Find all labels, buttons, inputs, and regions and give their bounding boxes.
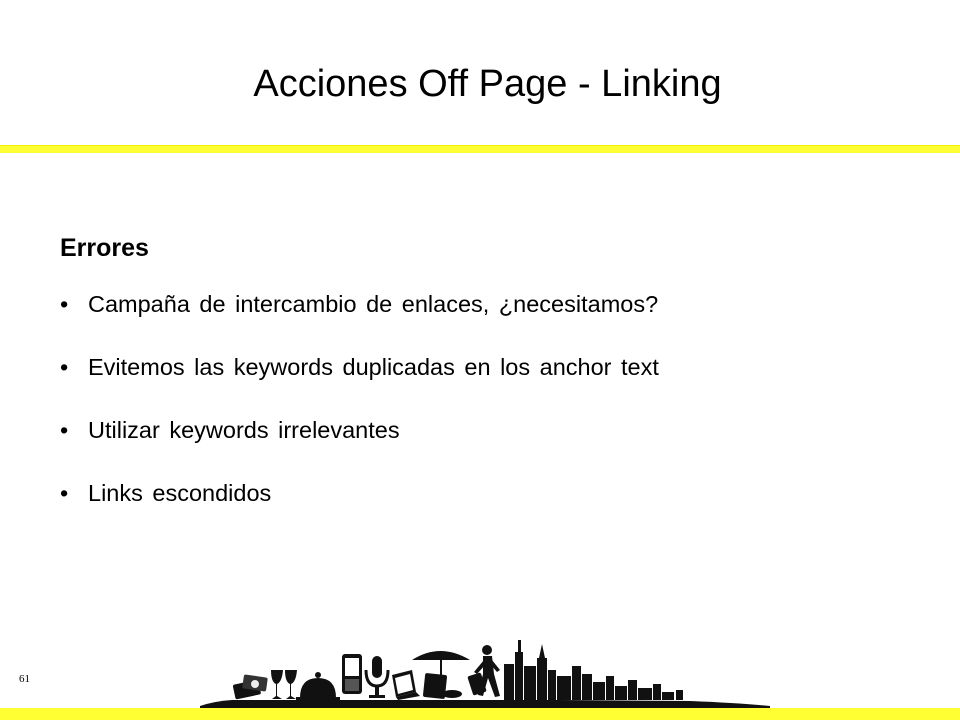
slide-title: Acciones Off Page - Linking (253, 63, 722, 105)
money-icon (233, 674, 268, 699)
food-cloche-icon (296, 672, 340, 700)
bullet-dot: • (60, 417, 69, 443)
bullet-dot: • (60, 354, 69, 380)
bottom-yellow-band (0, 708, 960, 720)
title-divider (0, 145, 960, 153)
slide-body (60, 228, 880, 536)
bullet-item (60, 347, 880, 387)
microphone-icon (366, 656, 388, 698)
section-heading: Errores (60, 234, 149, 262)
bullet-text: Utilizar keywords irrelevantes (88, 417, 400, 443)
bullet-text: Evitemos las keywords duplicadas en los anchor text (88, 354, 659, 380)
bullet-item (60, 284, 880, 324)
bullet-text: Campaña de intercambio de enlaces, ¿necesitamos? (88, 291, 659, 317)
ground-silhouette-icon (200, 700, 770, 708)
bullet-item (60, 473, 880, 513)
laptop-icon (392, 670, 420, 700)
skyline-illustration-icon (0, 630, 960, 720)
bullet-list (60, 284, 880, 513)
wine-glass-icon (271, 670, 297, 699)
mobile-phone-icon (342, 654, 362, 694)
bullet-dot: • (60, 480, 69, 506)
beach-umbrella-icon (412, 651, 470, 698)
page-number: 61 (19, 673, 30, 685)
walking-person-icon (467, 645, 500, 697)
bullet-item (60, 410, 880, 450)
bullet-text: Links escondidos (88, 480, 272, 506)
city-buildings-icon (504, 640, 683, 700)
bullet-dot: • (60, 291, 69, 317)
